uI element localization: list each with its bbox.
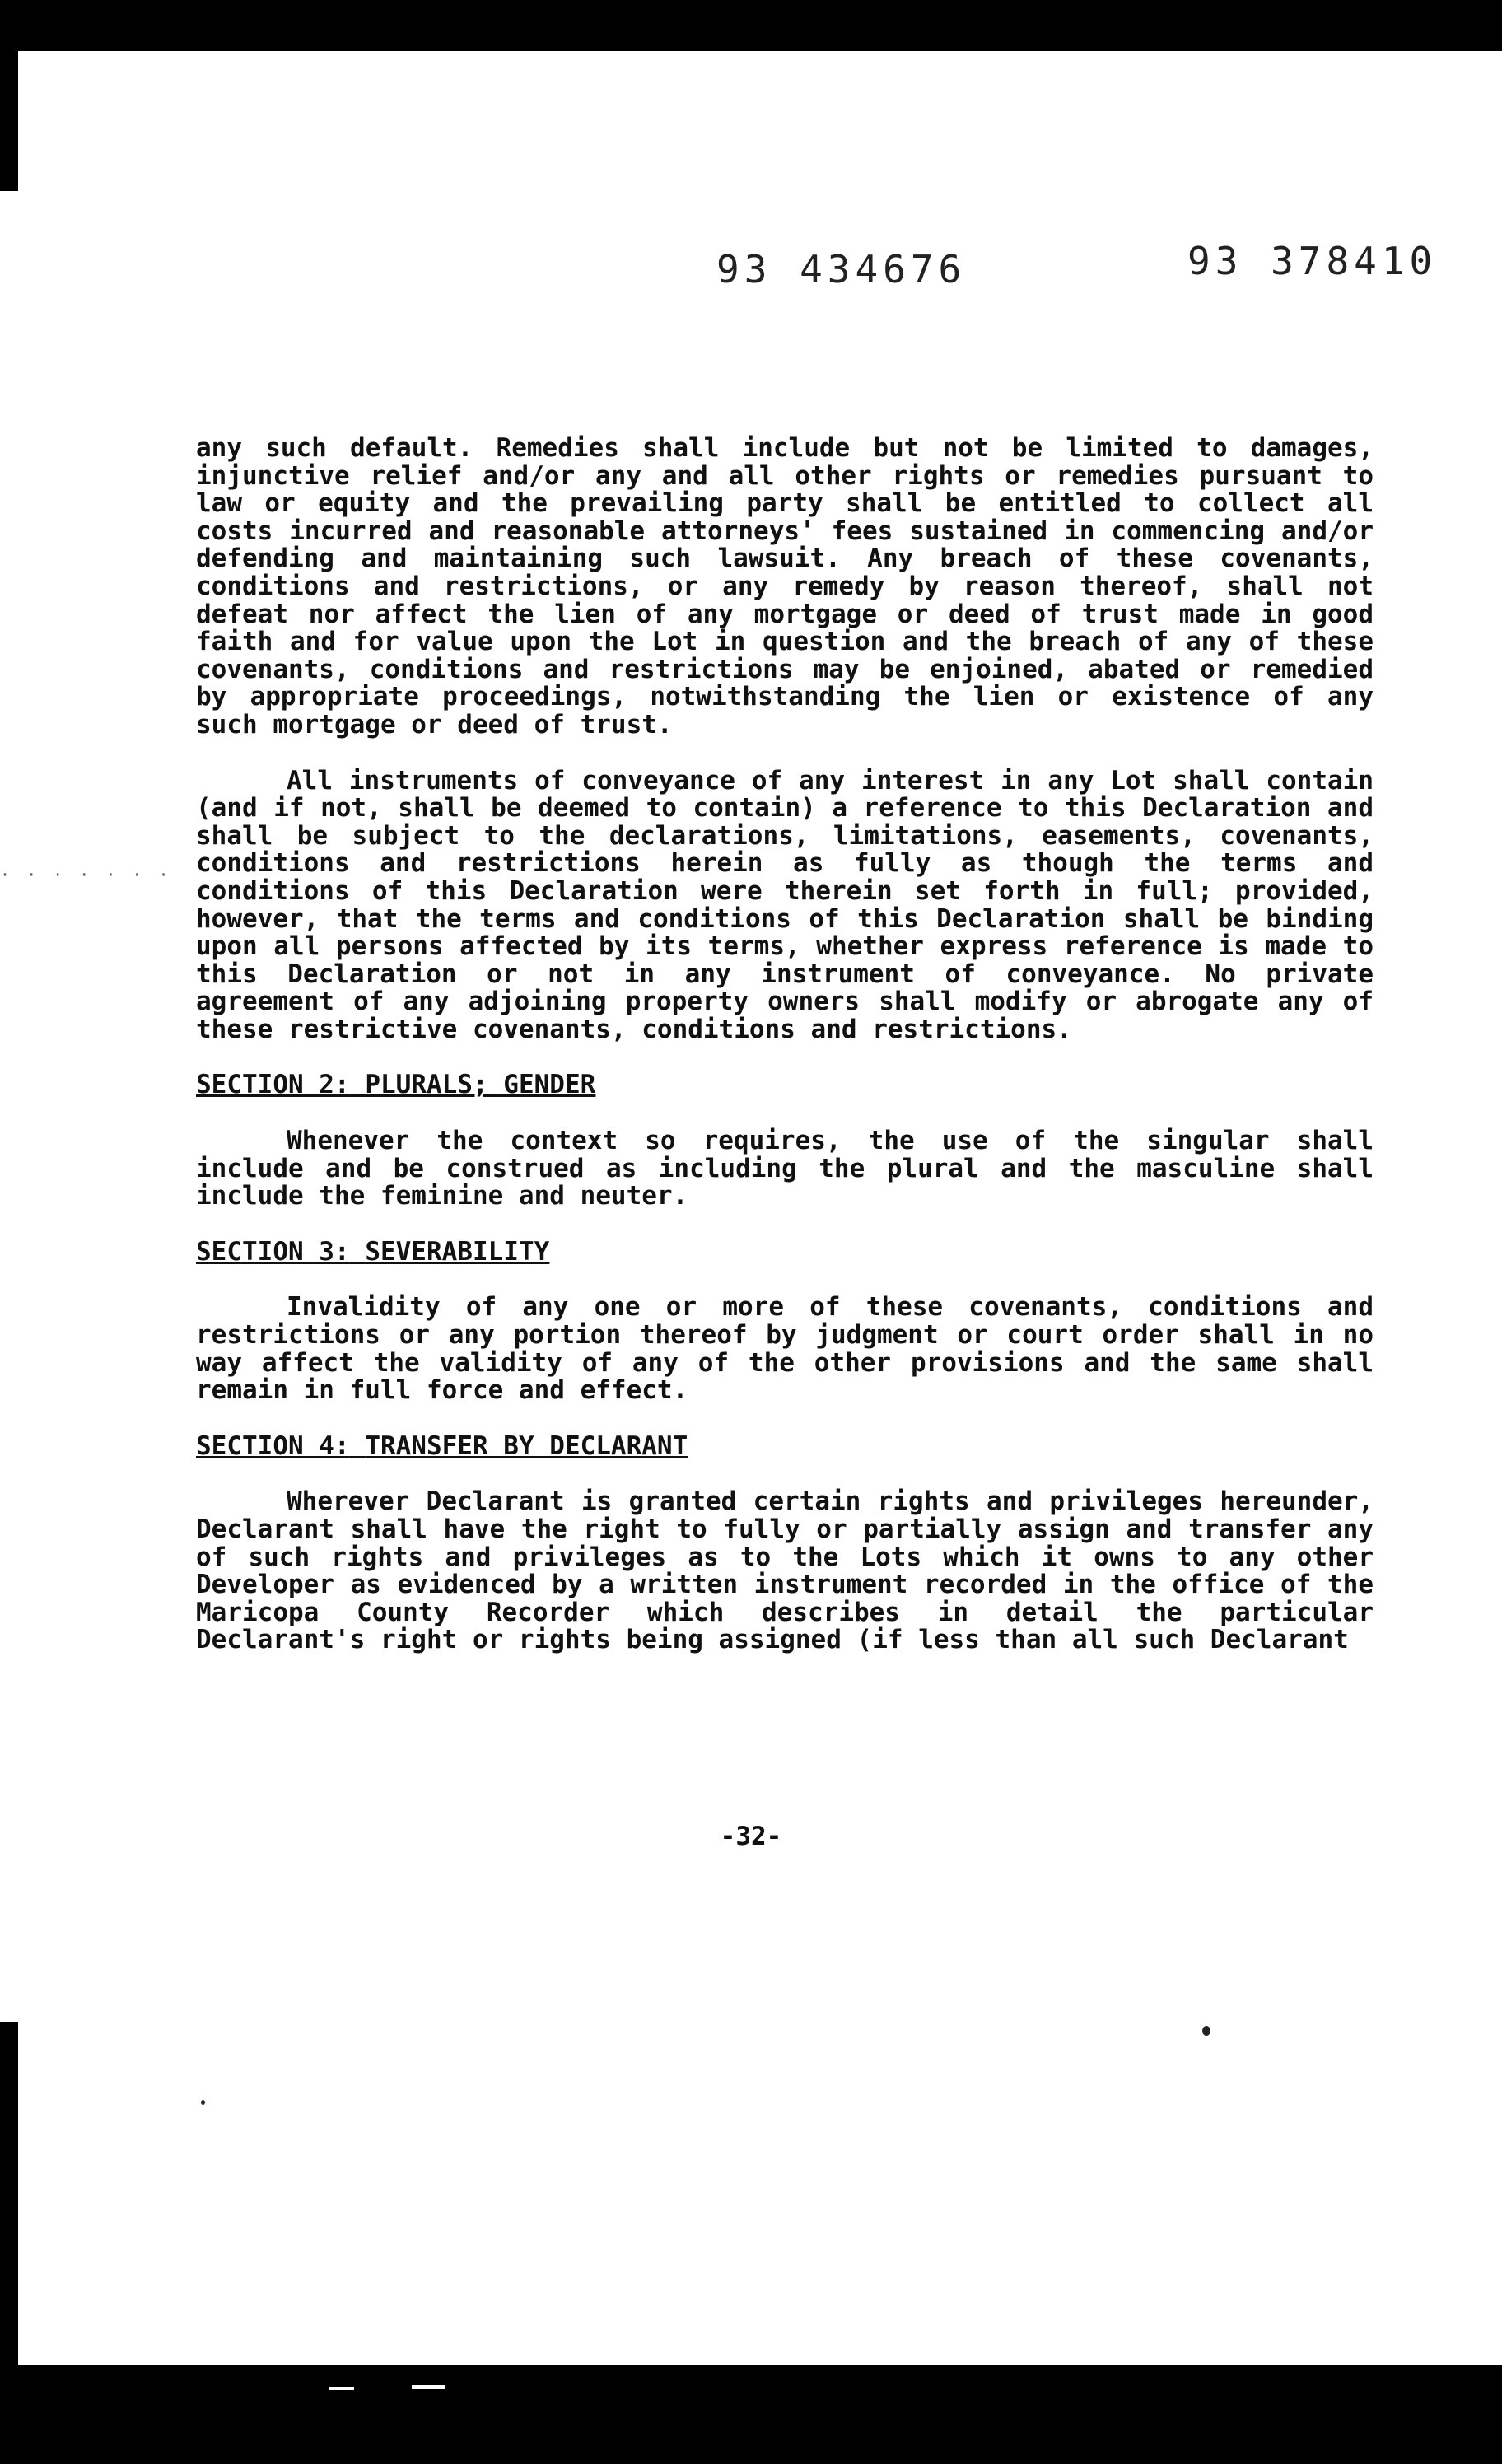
paragraph-remedies: any such default. Remedies shall include but not be limited to damages, injunctive relief and/or any and all other rights or remedies pursuant to law or equity and the prevailing party shall be entitled to collect all costs incurred and reasonable attorneys' fees sustained in commencing and/or defending and maintaining such lawsuit. Any breach of these covenants, conditions and restrictions, or any remedy by reason thereof, shall not defeat nor affect the lien of any mortgage or deed of trust made in good faith and for value upon the Lot in question and the breach of any of these covenants, conditions and restrictions may be enjoined, abated or remedied by appropriate proceedings, notwithstanding the lien or existence of any such mortgage or deed of trust. xyxy=(196,433,1374,740)
margin-mark: · · · · · · · xyxy=(0,865,172,884)
scan-left-edge-bottom xyxy=(0,2022,18,2368)
document-body xyxy=(196,435,1374,1654)
recording-number-left: 93 434676 xyxy=(716,247,967,292)
section-4-heading xyxy=(196,1430,1374,1461)
section-4-number: SECTION 4: xyxy=(196,1430,350,1461)
section-2-number: SECTION 2: xyxy=(196,1070,350,1100)
paragraph-conveyance: All instruments of conveyance of any interest in any Lot shall contain (and if not, shall be deemed to contain) a reference to this Declaration and shall be subject to the declarations, limitations, easements, covenants, conditions and restrictions herein as fully as though the terms and conditions of this Declaration were therein set forth in full; provided, however, that the terms and conditions of this Declaration shall be binding upon all persons affected by its terms, whether express reference is made to this Declaration or not in any instrument of conveyance. No private agreement of any adjoining property owners shall modify or abrogate any of these restrictive covenants, conditions and restrictions. xyxy=(196,765,1374,1044)
section-2-title: PLURALS; GENDER xyxy=(365,1070,596,1100)
scan-left-edge-top xyxy=(0,51,18,191)
scan-speck xyxy=(201,2100,205,2105)
section-2-heading xyxy=(196,1071,1374,1099)
section-3-title: SEVERABILITY xyxy=(365,1236,550,1267)
section-4-title: TRANSFER BY DECLARANT xyxy=(365,1430,688,1461)
paragraph-plurals: Whenever the context so requires, the use of the singular shall include and be construed as including the plural and the masculine shall include the feminine and neuter. xyxy=(196,1126,1374,1211)
scan-speck xyxy=(412,2385,445,2389)
paragraph-severability: Invalidity of any one or more of these covenants, conditions and restrictions or any portion thereof by judgment or court order shall in no way affect the validity of any of the other provisions and the same shall remain in full force and effect. xyxy=(196,1292,1374,1406)
recording-number-right: 93 378410 xyxy=(1187,239,1438,283)
scan-top-border xyxy=(0,0,1502,51)
scan-bottom-border xyxy=(0,2365,1502,2464)
section-3-number: SECTION 3: xyxy=(196,1236,350,1267)
page-number: -32- xyxy=(720,1822,782,1851)
scan-speck xyxy=(1202,2026,1210,2036)
scan-speck xyxy=(329,2387,354,2390)
section-3-heading xyxy=(196,1236,1374,1267)
paragraph-transfer: Wherever Declarant is granted certain rights and privileges hereunder, Declarant shall have the right to fully or partially assign and transfer any of such rights and privileges as to the Lots which it owns to any other Developer as evidenced by a written instrument recorded in the office of the Maricopa County Recorder which describes in detail the particular Declarant's right or rights being assigned (if less than all such Declarant xyxy=(196,1486,1374,1655)
